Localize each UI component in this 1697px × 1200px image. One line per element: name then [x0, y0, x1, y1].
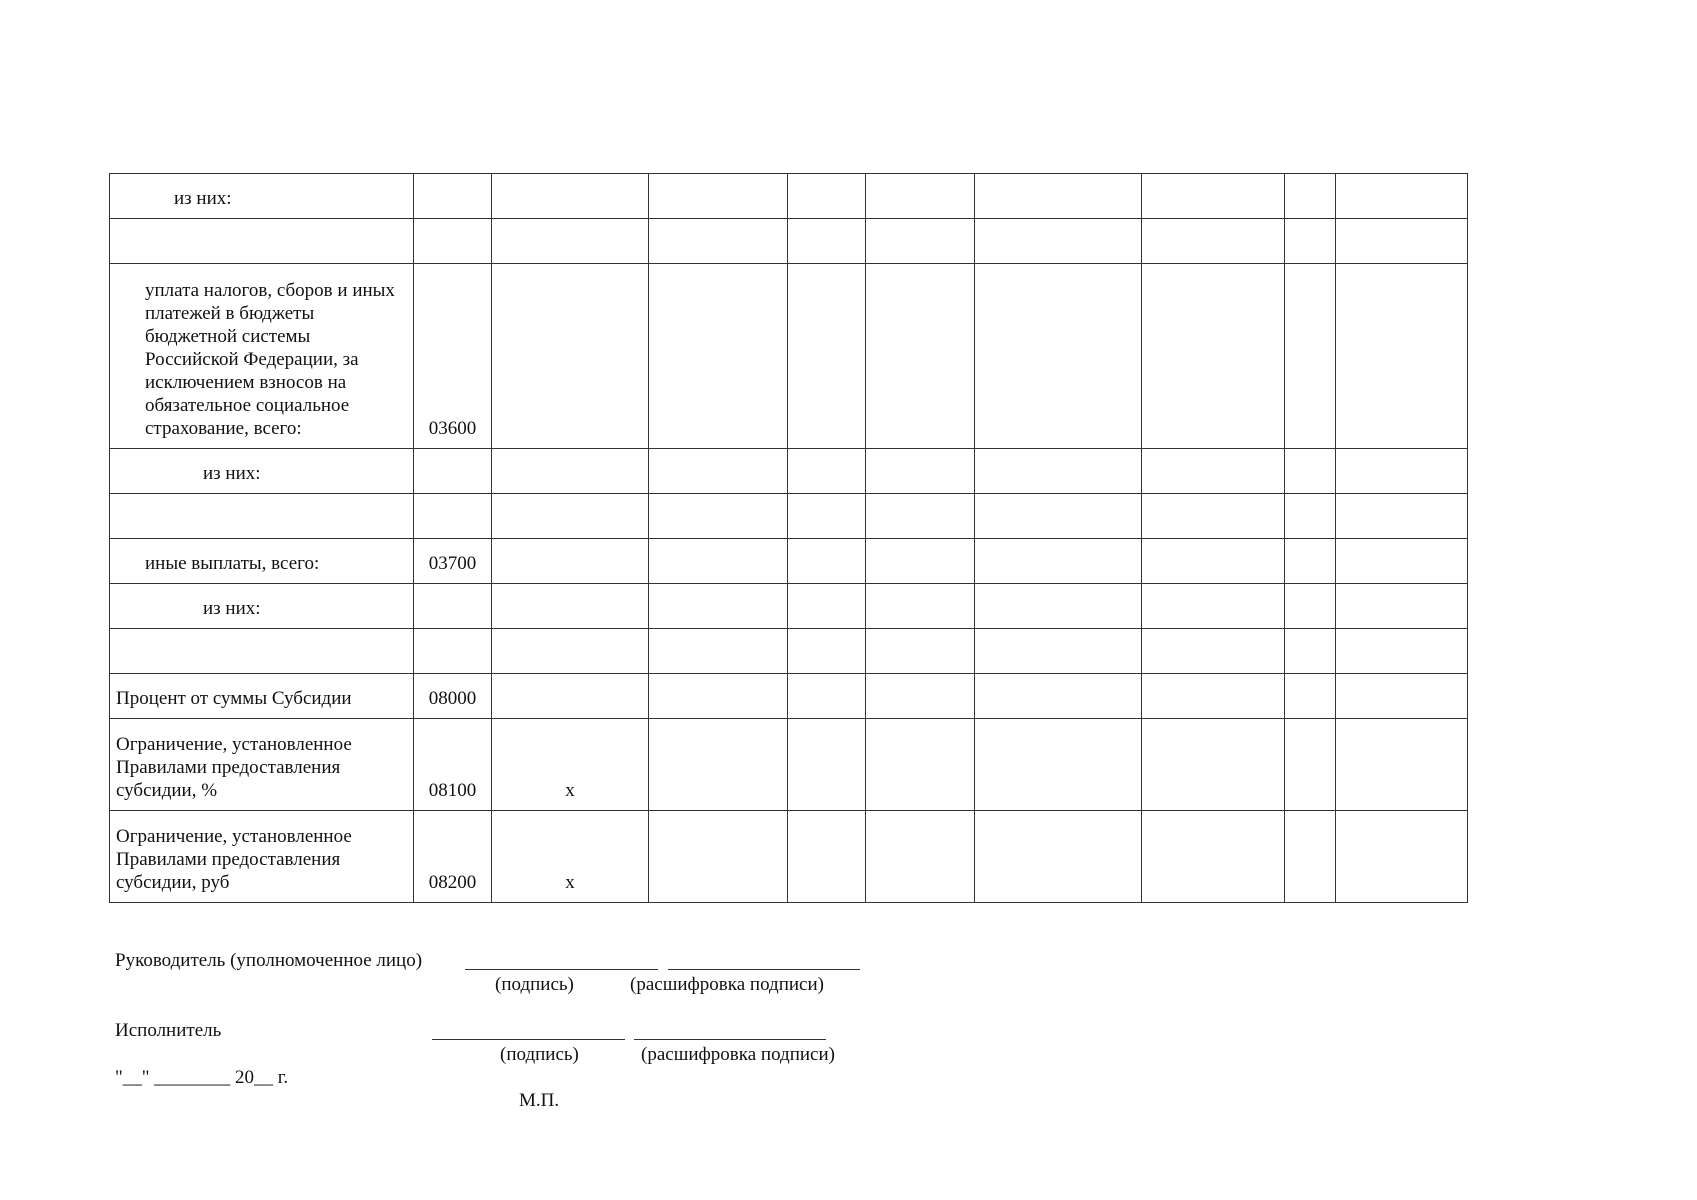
row-mark: x	[492, 719, 649, 811]
table-cell	[975, 174, 1142, 219]
executor-sign-line[interactable]	[432, 1039, 625, 1040]
table-cell	[1285, 584, 1336, 629]
table-row	[110, 539, 1468, 584]
stamp-label: М.П.	[519, 1090, 560, 1111]
table-cell	[975, 811, 1142, 903]
row-mark	[492, 494, 649, 539]
table-row	[110, 584, 1468, 629]
table-cell	[649, 674, 788, 719]
row-label: Процент от суммы Субсидии	[110, 674, 414, 719]
table-cell	[1142, 174, 1285, 219]
table-cell	[649, 539, 788, 584]
table-cell	[1336, 219, 1468, 264]
row-label	[110, 629, 414, 674]
row-mark: x	[492, 811, 649, 903]
table-cell	[649, 494, 788, 539]
table-cell	[649, 264, 788, 449]
table-cell	[1142, 674, 1285, 719]
row-code	[414, 219, 492, 264]
table-cell	[649, 629, 788, 674]
table-cell	[788, 539, 866, 584]
table-cell	[1285, 174, 1336, 219]
row-code: 03600	[414, 264, 492, 449]
head-sign-caption: (подпись)	[495, 974, 574, 995]
table-cell	[866, 264, 975, 449]
table-cell	[1142, 719, 1285, 811]
table-row	[110, 629, 1468, 674]
executor-decode-caption: (расшифровка подписи)	[641, 1044, 835, 1065]
table-row	[110, 674, 1468, 719]
table-cell	[975, 584, 1142, 629]
table-cell	[975, 264, 1142, 449]
table-cell	[866, 584, 975, 629]
table-cell	[1142, 494, 1285, 539]
table-cell	[1336, 629, 1468, 674]
table-cell	[866, 629, 975, 674]
table-cell	[788, 174, 866, 219]
table-cell	[866, 449, 975, 494]
table-cell	[1142, 629, 1285, 674]
table-cell	[1285, 449, 1336, 494]
table-cell	[788, 674, 866, 719]
table-cell	[788, 219, 866, 264]
executor-label: Исполнитель	[115, 1020, 222, 1041]
row-label: уплата налогов, сборов и иных платежей в бюджеты бюджетной системы Российской Федерации, за исключением взносов на обязательное социальное страхование, всего:	[110, 264, 414, 449]
head-label: Руководитель (уполномоченное лицо)	[115, 950, 423, 971]
table-cell	[866, 219, 975, 264]
table-cell	[1336, 449, 1468, 494]
table-cell	[788, 719, 866, 811]
row-label	[110, 219, 414, 264]
row-label: из них:	[110, 174, 414, 219]
row-code: 03700	[414, 539, 492, 584]
table-cell	[1285, 539, 1336, 584]
table-cell	[1336, 264, 1468, 449]
row-code	[414, 629, 492, 674]
table-cell	[1142, 539, 1285, 584]
table-cell	[975, 629, 1142, 674]
row-label: из них:	[110, 584, 414, 629]
table-cell	[975, 719, 1142, 811]
table-row	[110, 449, 1468, 494]
table-cell	[1336, 584, 1468, 629]
table-cell	[788, 449, 866, 494]
head-decode-caption: (расшифровка подписи)	[630, 974, 824, 995]
table-cell	[1142, 811, 1285, 903]
table-cell	[1336, 674, 1468, 719]
table-cell	[788, 629, 866, 674]
table-cell	[788, 264, 866, 449]
row-mark	[492, 174, 649, 219]
table-cell	[649, 811, 788, 903]
table-cell	[649, 719, 788, 811]
table-cell	[1285, 719, 1336, 811]
table-cell	[975, 539, 1142, 584]
table-cell	[866, 719, 975, 811]
table-cell	[1285, 811, 1336, 903]
table-cell	[1285, 629, 1336, 674]
table-row	[110, 811, 1468, 903]
executor-sign-caption: (подпись)	[500, 1044, 579, 1065]
table-cell	[975, 219, 1142, 264]
executor-decode-line[interactable]	[634, 1039, 826, 1040]
table-cell	[1336, 494, 1468, 539]
table-cell	[649, 449, 788, 494]
table-row	[110, 174, 1468, 219]
table-cell	[1142, 584, 1285, 629]
table-cell	[1285, 674, 1336, 719]
table-cell	[1285, 494, 1336, 539]
table-cell	[788, 494, 866, 539]
table-cell	[866, 539, 975, 584]
table-cell	[1285, 219, 1336, 264]
table-cell	[1336, 174, 1468, 219]
table-cell	[1336, 719, 1468, 811]
row-mark	[492, 584, 649, 629]
table-cell	[866, 174, 975, 219]
table-cell	[649, 219, 788, 264]
row-code	[414, 174, 492, 219]
table-cell	[1336, 539, 1468, 584]
row-label: из них:	[110, 449, 414, 494]
table-cell	[866, 811, 975, 903]
row-label	[110, 494, 414, 539]
row-code	[414, 584, 492, 629]
table-row	[110, 219, 1468, 264]
head-sign-line[interactable]	[465, 969, 658, 970]
table-cell	[1336, 811, 1468, 903]
row-label: иные выплаты, всего:	[110, 539, 414, 584]
table-cell	[866, 494, 975, 539]
row-label: Ограничение, установленное Правилами предоставления субсидии, %	[110, 719, 414, 811]
table-cell	[788, 811, 866, 903]
table-cell	[1285, 264, 1336, 449]
table-cell	[975, 674, 1142, 719]
table-cell	[975, 494, 1142, 539]
table-cell	[788, 584, 866, 629]
report-table	[109, 173, 1468, 903]
table-cell	[1142, 219, 1285, 264]
row-label: Ограничение, установленное Правилами предоставления субсидии, руб	[110, 811, 414, 903]
row-mark	[492, 219, 649, 264]
table-cell	[1142, 449, 1285, 494]
table-row	[110, 719, 1468, 811]
row-code: 08000	[414, 674, 492, 719]
row-code: 08100	[414, 719, 492, 811]
table-row	[110, 264, 1468, 449]
row-mark	[492, 539, 649, 584]
table-cell	[866, 674, 975, 719]
row-mark	[492, 449, 649, 494]
date-line: "__" ________ 20__ г.	[115, 1067, 289, 1088]
table-cell	[649, 174, 788, 219]
row-mark	[492, 674, 649, 719]
row-mark	[492, 629, 649, 674]
table-cell	[1142, 264, 1285, 449]
table-row	[110, 494, 1468, 539]
table-cell	[649, 584, 788, 629]
table-cell	[975, 449, 1142, 494]
row-mark	[492, 264, 649, 449]
head-decode-line[interactable]	[668, 969, 860, 970]
row-code: 08200	[414, 811, 492, 903]
row-code	[414, 494, 492, 539]
row-code	[414, 449, 492, 494]
